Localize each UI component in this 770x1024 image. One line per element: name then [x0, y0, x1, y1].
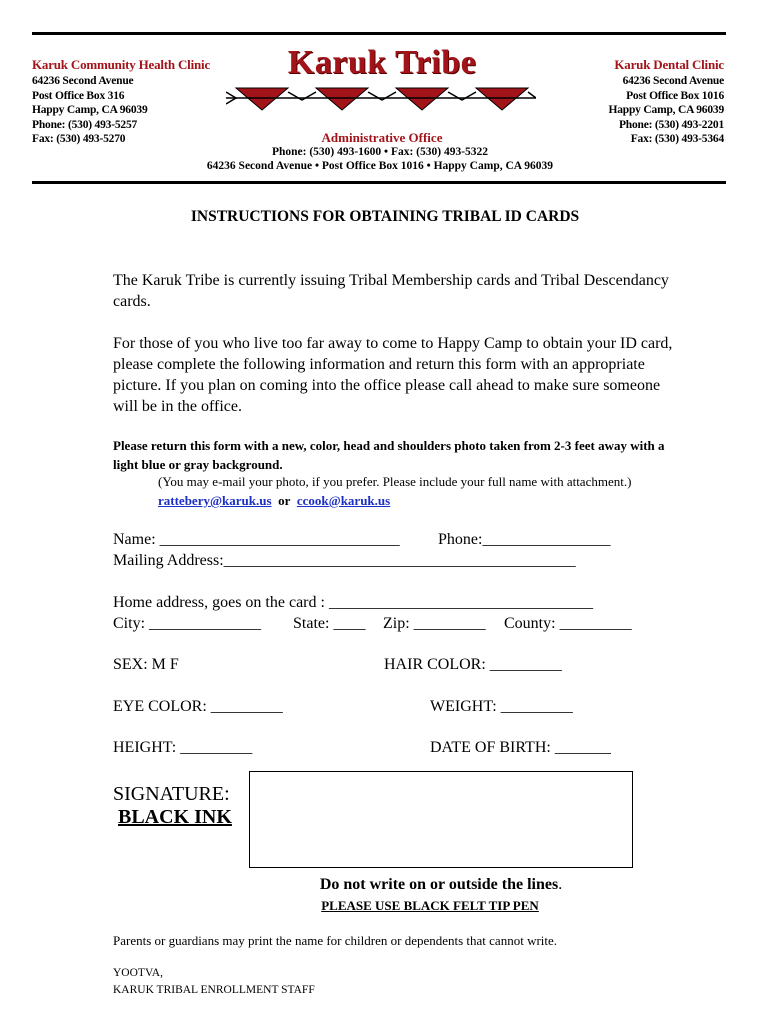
office-phone-line: Phone: (530) 493-1600 • Fax: (530) 493-5322 [271, 146, 489, 158]
left-clinic-block [32, 56, 210, 147]
sex-field[interactable]: SEX: M F [113, 656, 179, 673]
signature-black-ink: BLACK INK [118, 806, 232, 828]
intro-paragraph: The Karuk Tribe is currently issuing Tribal Membership cards and Tribal Descendancy cards. [113, 272, 669, 310]
email-note-text: (You may e-mail your photo, if you prefer. Please include your full name with attachment.) [158, 474, 632, 489]
photo-requirements: Please return this form with a new, color, head and shoulders photo taken from 2-3 feet away with a light blue or gray background. [113, 438, 665, 472]
right-clinic-line: Happy Camp, CA 96039 [608, 104, 724, 116]
hair-color-field[interactable]: HAIR COLOR: _________ [384, 656, 562, 673]
name-field[interactable]: Name: ______________________________ [113, 531, 400, 548]
right-clinic-line: Phone: (530) 493-2201 [618, 118, 724, 131]
right-clinic-line: Post Office Box 1016 [626, 89, 724, 102]
left-clinic-line: Phone: (530) 493-5257 [32, 118, 138, 131]
home-address-field[interactable]: Home address, goes on the card : _________________________________ [113, 594, 593, 611]
tribe-title: Karuk Tribe [287, 44, 477, 81]
page-title: INSTRUCTIONS FOR OBTAINING TRIBAL ID CARDS [190, 208, 580, 225]
date-of-birth-field[interactable]: DATE OF BIRTH: _______ [430, 739, 611, 756]
closing-staff: KARUK TRIBAL ENROLLMENT STAFF [113, 984, 315, 996]
closing-greeting: YOOTVA, [113, 967, 163, 979]
mailing-address-field[interactable]: Mailing Address:____________________________________________ [113, 552, 576, 569]
right-clinic-line: Fax: (530) 493-5364 [630, 133, 724, 145]
email-note [158, 472, 678, 510]
left-clinic-line: Post Office Box 316 [32, 89, 125, 102]
right-clinic-line: 64236 Second Avenue [622, 75, 724, 87]
email-link-ccook[interactable]: ccook@karuk.us [296, 493, 391, 508]
height-field[interactable]: HEIGHT: _________ [113, 739, 253, 756]
zip-field[interactable]: Zip: _________ [383, 615, 486, 632]
parents-note: Parents or guardians may print the name for children or dependents that cannot write. [113, 933, 558, 948]
top-rule [32, 32, 726, 35]
karuk-emblem-icon [226, 84, 536, 114]
office-address-line: 64236 Second Avenue • Post Office Box 1016 • Happy Camp, CA 96039 [206, 160, 554, 172]
city-field[interactable]: City: ______________ [113, 615, 262, 632]
right-clinic-name: Karuk Dental Clinic [614, 57, 724, 72]
right-clinic-block [609, 56, 725, 147]
left-clinic-line: Fax: (530) 493-5270 [32, 133, 126, 145]
signature-label: SIGNATURE: [113, 783, 230, 805]
left-clinic-line: Happy Camp, CA 96039 [32, 104, 148, 116]
email-or: or [278, 493, 291, 508]
felt-tip-note: PLEASE USE BLACK FELT TIP PEN [321, 898, 539, 913]
left-clinic-name: Karuk Community Health Clinic [32, 57, 211, 72]
phone-field[interactable]: Phone:________________ [438, 531, 611, 548]
email-link-rattebery[interactable]: rattebery@karuk.us [158, 493, 272, 508]
county-field[interactable]: County: _________ [504, 615, 632, 632]
do-not-write-text: Do not write on or outside the lines [319, 876, 559, 893]
closing-block [113, 965, 315, 999]
signature-box[interactable] [249, 771, 633, 868]
header-bottom-rule [32, 181, 726, 184]
left-clinic-line: 64236 Second Avenue [32, 75, 134, 87]
eye-color-field[interactable]: EYE COLOR: _________ [113, 698, 283, 715]
do-not-write-note: Do not write on or outside the lines. [319, 876, 563, 893]
weight-field[interactable]: WEIGHT: _________ [430, 698, 573, 715]
instructions-paragraph: For those of you who live too far away to come to Happy Camp to obtain your ID card, please complete the following information and return this form with an appropriate picture. If you plan on coming into the office please call ahead to make sure someone will be in the office. [113, 335, 673, 415]
state-field[interactable]: State: ____ [293, 615, 366, 632]
administrative-office: Administrative Office [321, 130, 443, 145]
